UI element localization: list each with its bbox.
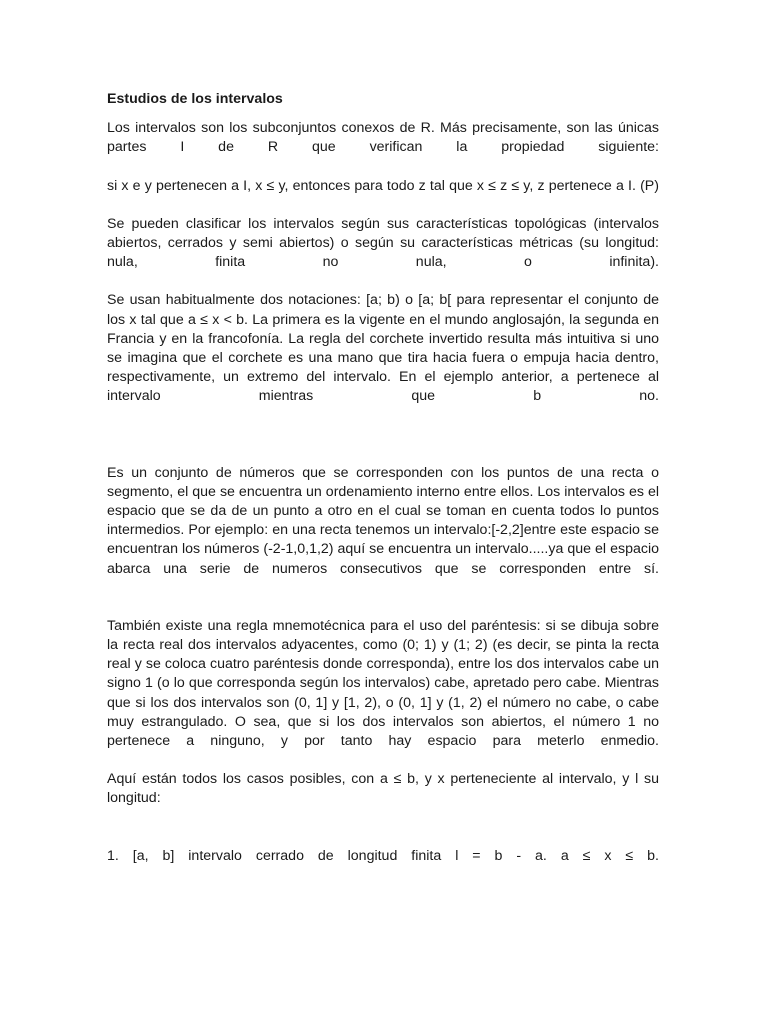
spacer <box>107 272 659 291</box>
spacer <box>107 751 659 770</box>
paragraph-definition: Los intervalos son los subconjuntos conexos de R. Más precisamente, son las únicas partes I de R que verifican la propiedad siguiente: <box>107 120 659 156</box>
spacer <box>107 809 659 847</box>
paragraph-number-set: Es un conjunto de números que se corresponden con los puntos de una recta o segmento, el que se encuentra un ordenamiento interno entre ellos. Los intervalos es el espacio que se da de un punto a otro en el cual se toman en cuenta todos lo puntos intermedios. Por ejemplo: en una recta tenemos un intervalo:[-2,2]entre este espacio se encuentran los números (-2-1,0,1,2) aquí se encuentra un intervalo.....ya que el espacio abarca una serie de numeros consecutivos que se corresponden entre sí. <box>107 464 659 577</box>
paragraph-property: si x e y pertenecen a I, x ≤ y, entonces para todo z tal que x ≤ z ≤ y, z pertenece a I. (P) <box>107 177 659 194</box>
paragraph-mnemonic-rule: También existe una regla mnemotécnica para el uso del paréntesis: si se dibuja sobre la recta real dos intervalos adyacentes, como (0; 1) y (1; 2) (es decir, se pinta la recta real y se coloca cuatro paréntesis donde corresponda), entre los dos intervalos cabe un signo 1 (o lo que corresponda según los intervalos) cabe, apretado pero cabe. Mientras que si los dos intervalos son (0, 1] y [1, 2), o (0, 1] y (1, 2) el número no cabe, o cabe muy estrangulado. O sea, que si los dos intervalos son abiertos, el número 1 no pertenece a ninguno, y por tanto hay espacio para meterlo enmedio. <box>107 617 659 750</box>
spacer <box>107 407 659 464</box>
list-item-closed-interval: 1. [a, b] intervalo cerrado de longitud finita l = b - a. a ≤ x ≤ b. <box>107 847 659 864</box>
document-body <box>107 90 659 866</box>
paragraph-cases-intro: Aquí están todos los casos posibles, con a ≤ b, y x perteneciente al intervalo, y l su longitud: <box>107 771 659 807</box>
spacer <box>107 158 659 177</box>
document-title: Estudios de los intervalos <box>107 91 283 107</box>
spacer <box>107 196 659 215</box>
paragraph-notations: Se usan habitualmente dos notaciones: [a; b) o [a; b[ para representar el conjunto de los x tal que a ≤ x < b. La primera es la vigente en el mundo anglosajón, la segunda en Francia y en la francofonía. La regla del corchete invertido resulta más intuitiva si uno se imagina que el corchete es una mano que tira hacia fuera o empuja hacia dentro, respectivamente, un extremo del intervalo. En el ejemplo anterior, a pertenece al intervalo mientras que b no. <box>107 292 659 405</box>
paragraph-classification: Se pueden clasificar los intervalos según sus características topológicas (intervalos abiertos, cerrados y semi abiertos) o según su características métricas (su longitud: nula, finita no nula, o infinita). <box>107 215 659 271</box>
spacer <box>107 579 659 617</box>
